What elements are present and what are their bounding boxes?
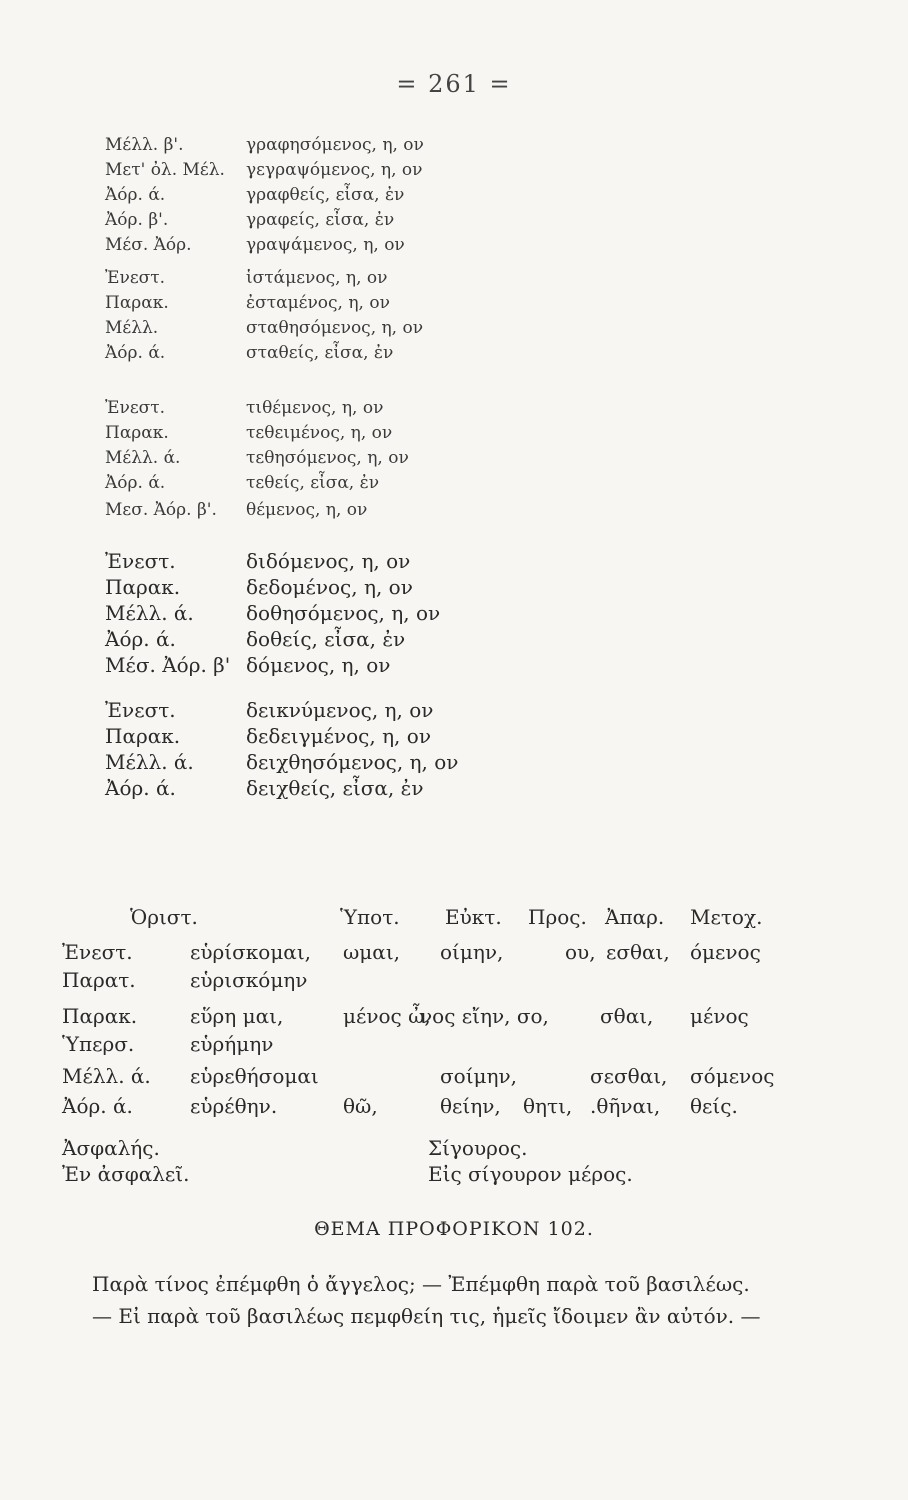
participle-form: δειχθείς, εἶσα, ἐν: [246, 776, 424, 800]
participle-form: γραφείς, εἶσα, ἐν: [246, 210, 395, 230]
tense-label: Ἐνεστ.: [105, 698, 176, 722]
table-cell: θείην,: [440, 1094, 501, 1118]
participle-form: τεθησόμενος, η, ον: [246, 448, 409, 468]
table-row-label: Ἐνεστ.: [62, 940, 133, 964]
table-header: Εὐκτ.: [445, 905, 502, 929]
participle-form: δεικνύμενος, η, ον: [246, 698, 434, 722]
table-cell: ωμαι,: [343, 940, 401, 964]
table-cell: μένος: [690, 1004, 749, 1028]
table-cell: θητι,: [523, 1094, 573, 1118]
vocab-translation: Σίγουρος.: [428, 1136, 528, 1160]
theme-line: — Εἰ παρὰ τοῦ βασιλέως πεμφθείη τις, ἡμεῖς ἴδοιμεν ἂν αὐτόν. —: [92, 1304, 761, 1328]
participle-form: δειχθησόμενος, η, ον: [246, 750, 459, 774]
table-cell: σεσθαι,: [590, 1064, 668, 1088]
table-cell: εὑρισκόμην: [190, 968, 308, 992]
table-row-label: Παρακ.: [62, 1004, 138, 1028]
table-header: Ὑποτ.: [340, 905, 400, 929]
tense-label: Μέλλ.: [105, 318, 159, 338]
tense-label: Παρακ.: [105, 293, 169, 313]
participle-form: γεγραψόμενος, η, ον: [246, 160, 423, 180]
participle-form: γραφησόμενος, η, ον: [246, 135, 424, 155]
participle-form: δοθησόμενος, η, ον: [246, 601, 441, 625]
tense-label: Ἀόρ. β'.: [105, 210, 169, 230]
participle-form: σταθησόμενος, η, ον: [246, 318, 424, 338]
table-header: Ἀπαρ.: [605, 905, 665, 929]
participle-form: θέμενος, η, ον: [246, 500, 368, 520]
participle-form: γραψάμενος, η, ον: [246, 235, 405, 255]
table-cell: εὑρήμην: [190, 1032, 274, 1056]
table-row-label: Ἀόρ. ά.: [62, 1094, 133, 1118]
participle-form: τεθείς, εἶσα, ἐν: [246, 473, 380, 493]
page-number: = 261 =: [396, 70, 512, 98]
tense-label: Μέλλ. ά.: [105, 448, 181, 468]
tense-label: Μέλλ. ά.: [105, 750, 194, 774]
participle-form: ἐσταμένος, η, ον: [246, 293, 390, 313]
vocab-translation: Εἰς σίγουρον μέρος.: [428, 1162, 633, 1186]
participle-form: γραφθείς, εἶσα, ἐν: [246, 185, 405, 205]
vocab-term: Ἐν ἀσφαλεῖ.: [62, 1162, 190, 1186]
tense-label: Ἐνεστ.: [105, 398, 166, 418]
table-cell: εὑρίσκομαι,: [190, 940, 312, 964]
table-cell: όμενος: [690, 940, 761, 964]
participle-form: σταθείς, εἶσα, ἐν: [246, 343, 394, 363]
tense-label: Ἀόρ. ά.: [105, 776, 176, 800]
tense-label: Ἐνεστ.: [105, 268, 166, 288]
table-cell: εσθαι,: [606, 940, 670, 964]
table-cell: σθαι,: [600, 1004, 654, 1028]
table-header: Μετοχ.: [690, 905, 763, 929]
theme-line: Παρὰ τίνος ἐπέμφθη ὁ ἄγγελος; — Ἐπέμφθη παρὰ τοῦ βασιλέως.: [92, 1272, 750, 1296]
tense-label: Παρακ.: [105, 423, 169, 443]
participle-form: ἱστάμενος, η, ον: [246, 268, 388, 288]
theme-title: ΘΕΜΑ ΠΡΟΦΟΡΙΚΟΝ 102.: [314, 1218, 594, 1240]
tense-label: Παρακ.: [105, 724, 181, 748]
tense-label: Ἀόρ. ά.: [105, 343, 166, 363]
table-header: Ὁριστ.: [130, 905, 198, 929]
bleed-through-texture: [455, 130, 815, 850]
participle-form: δόμενος, η, ον: [246, 653, 391, 677]
table-row-label: Μέλλ. ά.: [62, 1064, 151, 1088]
table-cell: σόμενος: [690, 1064, 775, 1088]
tense-label: Μεσ. Ἀόρ. β'.: [105, 500, 217, 520]
vocab-term: Ἀσφαλής.: [62, 1136, 160, 1160]
table-row-label: Ὑπερσ.: [62, 1032, 135, 1056]
tense-label: Μετ' ὀλ. Μέλ.: [105, 160, 225, 180]
table-cell: εὕρη μαι,: [190, 1004, 284, 1028]
table-cell: θῶ,: [343, 1094, 378, 1118]
table-row-label: Παρατ.: [62, 968, 136, 992]
tense-label: Ἐνεστ.: [105, 549, 176, 573]
tense-label: Μέλλ. ά.: [105, 601, 194, 625]
tense-label: Ἀόρ. ά.: [105, 185, 166, 205]
table-cell: σοίμην,: [440, 1064, 518, 1088]
table-cell: εὑρέθην.: [190, 1094, 278, 1118]
participle-form: τιθέμενος, η, ον: [246, 398, 384, 418]
tense-label: Μέλλ. β'.: [105, 135, 184, 155]
participle-form: δοθείς, εἶσα, ἐν: [246, 627, 406, 651]
participle-form: τεθειμένος, η, ον: [246, 423, 393, 443]
participle-form: διδόμενος, η, ον: [246, 549, 411, 573]
table-cell: μένος ὦ,: [343, 1004, 431, 1028]
table-cell: νος εἴην, σο,: [420, 1004, 549, 1028]
participle-form: δεδειγμένος, η, ον: [246, 724, 431, 748]
tense-label: Μέσ. Ἀόρ. β': [105, 653, 231, 677]
table-cell: .θῆναι,: [590, 1094, 661, 1118]
tense-label: Ἀόρ. ά.: [105, 473, 166, 493]
table-cell: εὑρεθήσομαι: [190, 1064, 319, 1088]
table-cell: οίμην,: [440, 940, 504, 964]
tense-label: Μέσ. Ἀόρ.: [105, 235, 192, 255]
table-header: Προς.: [528, 905, 587, 929]
participle-form: δεδομένος, η, ον: [246, 575, 413, 599]
table-cell: ου,: [565, 940, 596, 964]
tense-label: Ἀόρ. ά.: [105, 627, 176, 651]
table-cell: θείς.: [690, 1094, 738, 1118]
tense-label: Παρακ.: [105, 575, 181, 599]
